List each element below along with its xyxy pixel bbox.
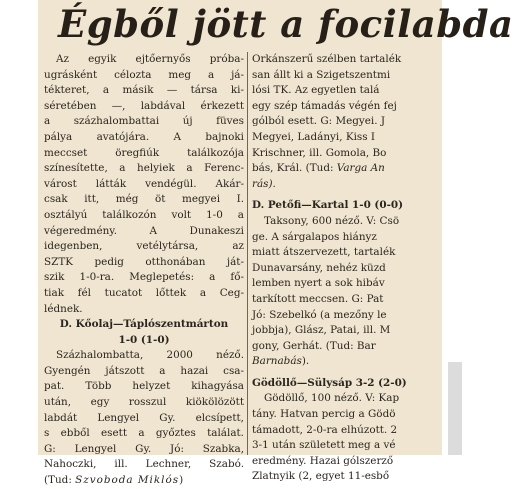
match-report (44, 348, 244, 488)
text-line: lósi TK. Az egyetlen talá (252, 84, 380, 97)
text-line: gólból esett. G: Megyei. J (252, 115, 386, 128)
intro-paragraph (44, 52, 244, 317)
text-line: labdát Lengyel Gy. elcsípett, (44, 411, 244, 424)
text-line: lemben nyert a sok hibáv (252, 277, 385, 290)
credit-prefix: (Tud: (44, 474, 76, 487)
text-line: tékteret, a másik — társa ki- (44, 84, 244, 97)
text-line: a százhalombattai új füves (44, 115, 244, 128)
left-column (44, 52, 244, 489)
credit-suffix: ). (301, 355, 310, 368)
text-line: Megyei, Ladányi, Kiss I (252, 130, 375, 143)
text-line: osztályú találkozón volt 1-0 a (44, 208, 244, 221)
text-line: eredmény. Hazai gólszerző (252, 454, 394, 467)
text-line: pat. Több helyzet kihagyása (44, 380, 244, 393)
credit-prefix: bás, Král. (Tud: (252, 162, 337, 175)
text-line: várost látták vendégül. Akár- (44, 177, 244, 190)
text-line: idegenben, vetélytársa, az (44, 240, 244, 253)
text-line: san állt ki a Szigetszentmi (252, 68, 391, 81)
credit-suffix: ) (179, 474, 184, 487)
credit-name: Szvoboda Miklós (75, 474, 180, 487)
match-title: Gödöllő—Sülysáp 3-2 (2-0) (252, 376, 407, 389)
text-line: jobbja), Glász, Patai, ill. M (252, 324, 391, 337)
credit-name: Varga An (336, 162, 385, 175)
reporter-credit (44, 473, 244, 489)
text-line: Taksony, 600 néző. V: Csö (264, 214, 400, 227)
text-line: végeredmény. A Dunakeszi (44, 224, 244, 237)
right-column (252, 52, 452, 485)
text-line: Az egyik ejtőernyős próba- (56, 53, 244, 65)
text-line: 3-1 után született meg a vé (252, 439, 396, 452)
text-line: tarkított meccsen. G: Pat (252, 292, 384, 305)
reporter-credit (252, 161, 452, 177)
text-line: Orkánszerű szélben tartalék (252, 53, 402, 65)
text-line: tiak fél tucatot lőttek a Ceg- (44, 286, 244, 299)
text-line: után, egy rosszul kiökölözött (44, 396, 244, 409)
text-line: pálya avatójára. A bajnoki (44, 130, 244, 143)
text-line: séretében —, labdával érkezett (44, 99, 244, 112)
text-line: Jó: Szebelkó (a mezőny le (252, 308, 387, 321)
text-line: Nahoczki, ill. Lechner, Szabó. (44, 458, 244, 471)
match-score: 1-0 (1-0) (118, 333, 170, 346)
text-line: lédnek. (44, 302, 83, 315)
text-line: Gödöllő, 100 néző. V: Kap (264, 392, 400, 405)
credit-name: Barnabás (252, 355, 302, 368)
text-line: csak itt, még öt megyei I. (44, 193, 244, 206)
match-title: D. Kőolaj—Táplószentmárton (59, 318, 229, 331)
text-line: G: Lengyel Gy. Jó: Szabka, (44, 442, 244, 455)
match-title: D. Petőfi—Kartal 1-0 (0-0) (252, 199, 404, 212)
text-line: s ebből esett a győztes találat. (44, 427, 244, 440)
column-divider (247, 52, 248, 455)
text-line: ge. A sárgalapos hiányz (252, 230, 377, 243)
text-line: tány. Hatvan percig a Gödö (252, 408, 396, 421)
text-line: Krischner, ill. Gomola, Bo (252, 146, 387, 159)
match-report (252, 391, 452, 485)
text-line: Gyengén játszott a hazai csa- (44, 364, 244, 377)
text-line: miatt átszervezett, tartalék (252, 246, 396, 259)
reporter-credit (252, 354, 452, 370)
text-line: Dunavarsány, nehéz küzd (252, 261, 386, 274)
text-line: ugrásként célozta meg a já- (44, 68, 244, 81)
match-report (252, 214, 452, 370)
text-line: szik 1-0-ra. Meglepetés: a fő- (44, 271, 244, 284)
text-line: gony, Gerhát. (Tud: Bar (252, 339, 376, 352)
text-line: meccset öregfiúk találkozója (44, 146, 244, 159)
continued-report (252, 52, 452, 192)
text-line: támadott, 2-0-ra elhúzott. 2 (252, 423, 398, 436)
text-line: színesítette, a helyiek a Ferenc- (44, 162, 244, 175)
reporter-credit-end: rás). (252, 177, 276, 190)
text-line: Zlatnyik (2, egyet 11-esbő (252, 470, 390, 483)
text-line: Százhalombatta, 2000 néző. (56, 349, 244, 362)
text-line: SZTK pedig otthonában ját- (44, 255, 244, 268)
headline: Égből jött a focilabda (58, 2, 513, 46)
text-line: egy szép támadás végén fej (252, 99, 397, 112)
